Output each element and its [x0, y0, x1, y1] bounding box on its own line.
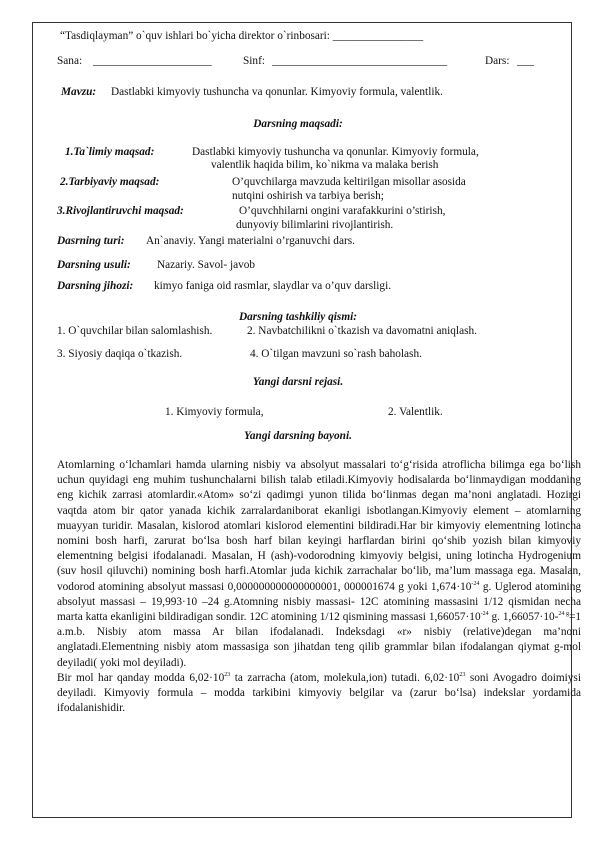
bayon-body	[57, 458, 581, 716]
tashkiliy-item-2: 2. Navbatchilikni o`tkazish va davomatni aniqlash.	[247, 325, 477, 337]
tashkiliy-item-1: 1. O`quvchilar bilan salomlashish.	[57, 325, 213, 337]
sana-label: Sana:	[57, 55, 83, 67]
talimiy-line-1: Dastlabki kimyoviy tushuncha va qonunlar. Kimyoviy formula,	[192, 146, 479, 158]
dars-label: Dars:	[485, 55, 510, 67]
mavzu-text: Dastlabki kimyoviy tushuncha va qonunlar. Kimyoviy formula, valentlik.	[111, 86, 443, 98]
usuli-text: Nazariy. Savol- javob	[157, 259, 256, 271]
sinf-label: Sinf:	[243, 55, 265, 67]
rivoj-line-2: dunyoviy bilimlarini rivojlantirish.	[236, 219, 394, 231]
reja-heading: Yangi darsni rejasi.	[252, 376, 344, 388]
bayon-paragraph-2: Bir mol har qanday modda $6,02\cdot 10^{23}$ ta zarracha (atom, molekula,ion) tutadi. $6,02\cdot 10^{23}$ soni Avogadro doimiysi deyiladi. Kimyoviy formula – modda tarkibini kimyoviy belgilar va (zarur bo‘lsa) indekslar yordamida ifodalanishidir.	[57, 671, 581, 715]
jihozi-label: Darsning jihozi:	[57, 280, 134, 292]
talimiy-line-2: valentlik haqida bilim, ko`nikma va malaka berish	[211, 159, 439, 171]
reja-item-2: 2. Valentlik.	[388, 406, 443, 418]
talimiy-label: 1.Ta`limiy maqsad:	[65, 146, 155, 158]
tarbiyaviy-label: 2.Tarbiyaviy maqsad:	[60, 176, 160, 188]
sinf-field: _______________________________	[272, 55, 448, 67]
tashkiliy-heading: Darsning tashkiliy qismi:	[238, 311, 358, 323]
tarbiyaviy-line-1: O’quvchilarga mavzuda keltirilgan misollar asosida	[232, 176, 466, 188]
usuli-label: Darsning usuli:	[57, 259, 131, 271]
reja-item-1: 1. Kimyoviy formula,	[165, 406, 264, 418]
turi-text: An`anaviy. Yangi materialni o’rganuvchi dars.	[146, 235, 355, 247]
dars-field: ___	[517, 55, 534, 67]
rivoj-line-1: O’quvchhilarni ongini varafakkurini o’stirish,	[239, 205, 446, 217]
rivoj-label: 3.Rivojlantiruvchi maqsad:	[57, 205, 184, 217]
tarbiyaviy-line-2: nutqini oshirish va tarbiya berish;	[232, 190, 384, 202]
mavzu-label: Mavzu:	[61, 86, 97, 98]
approval-line: “Tasdiqlayman” o`quv ishlari bo`yicha direktor o`rinbosari: ________________	[60, 30, 424, 42]
tashkiliy-item-3: 3. Siyosiy daqiqa o`tkazish.	[57, 348, 183, 360]
sana-field: _____________________	[93, 55, 212, 67]
tashkiliy-item-4: 4. O`tilgan mavzuni so`rash baholash.	[250, 348, 422, 360]
maqsad-heading: Darsning maqsadi:	[253, 118, 343, 130]
bayon-heading: Yangi darsning bayoni.	[244, 430, 352, 442]
turi-label: Dasrning turi:	[57, 235, 125, 247]
jihozi-text: kimyo faniga oid rasmlar, slaydlar va o’quv darsligi.	[154, 280, 392, 292]
bayon-paragraph-1: Atomlarning o‘lchamlari hamda ularning nisbiy va absolyut massalari to‘g‘risida atroflicha bilimga ega bo‘lish uchun quyidagi eng muhim tushunchalarni bilish talab etiladi.Kimyoviy hodisalarda bo‘linmaydigan moddaning eng kichik zarrasi atomlardir.«Atom» so‘zi qadimgi yunon tilida bo‘linmas degan ma’noni anglatadi. Hozirgi vaqtda atom bir qator yanada kichik zarralardaniborat ekanligi isbotlangan.Kimyoviy element – atomlarning muayyan turidir. Masalan, kislorod atomlari kislorod elementini bildiradi.Har bir kimyoviy elementning lotincha nomini bosh harfi, zarurat bo‘lsa bosh harf bilan keyingi harflardan birini qo‘shib yozish bilan kimyoviy elementning belgisi ifodalanadi. Masalan, H (ash)-vodorodning kimyoviy belgisi, uning lotincha Hydrogenium (suv hosil qiluvchi) nomining bosh harfi.Atomlar juda kichik zarrachalar bo‘lib, ma’lum massaga ega. Masalan, vodorod atomining absolyut massasi 0,000000000000000001, 000001674 g yoki $1,674\cdot 10^{-24}$ g. Uglerod atomining absolyut massasi – 19,993·10 –24 g.Atomning nisbiy massasi- 12C atomining massasini 1/12 qismidan necha marta katta ekanligini bildiradigan sondir. 12C atomining 1/12 qismining massasi $1,66057\cdot 10^{-24}$ g. 1,66057·10-$^{24 g}$=1 a.m.b. Nisbiy atom massa Ar bilan ifodalanadi. Indeksdagi «r» nisbiy (relative)degan ma’noni anglatadi.Elementning nisbiy atom massasiga son jihatdan teng qilib grammlar bilan ifodalangan qiymat g-mol deyiladi( yoki mol deyiladi).	[57, 459, 581, 669]
